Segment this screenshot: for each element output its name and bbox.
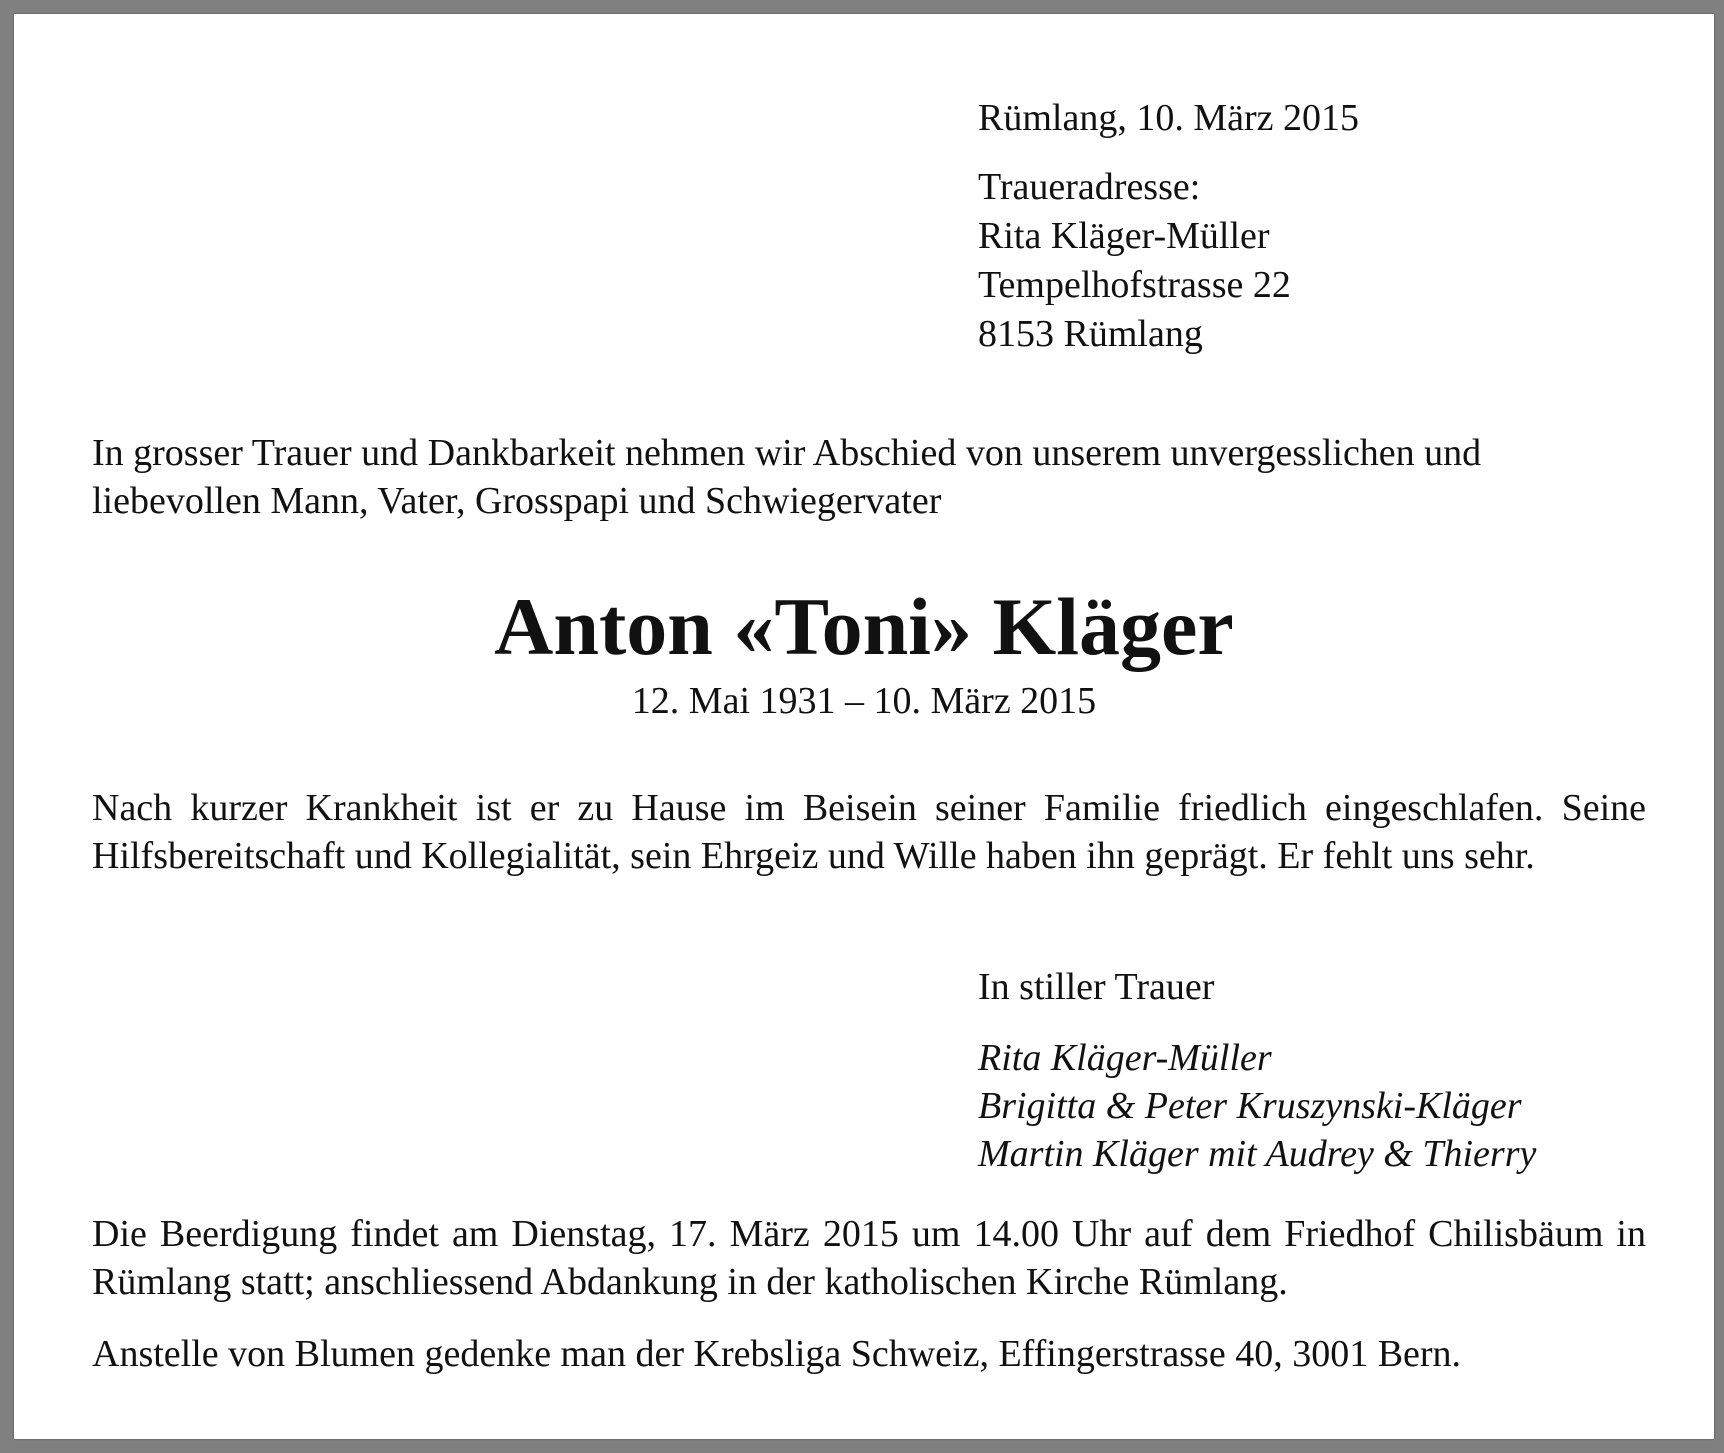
mourner-name: Brigitta & Peter Kruszynski-Kläger (978, 1085, 1522, 1127)
obituary-page (14, 14, 1714, 1439)
funeral-info: Die Beerdigung findet am Dienstag, 17. März 2015 um 14.00 Uhr auf dem Friedhof Chilisbäum in Rümlang statt; anschliessend Abdankung in der katholischen Kirche Rümlang. (92, 1213, 1646, 1303)
address-label: Traueradresse: (978, 166, 1201, 208)
address-city: 8153 Rümlang (978, 313, 1203, 355)
deceased-name: Anton «Toni» Kläger (494, 581, 1234, 672)
mourners-list (978, 1034, 1536, 1178)
address-name: Rita Kläger-Müller (978, 215, 1270, 257)
address-street: Tempelhofstrasse 22 (978, 264, 1291, 306)
body-text: Nach kurzer Krankheit ist er zu Hause im Beisein seiner Familie friedlich eingeschlafen. Seine Hilfsbereitschaft und Kollegialität, sein Ehrgeiz und Wille haben ihn geprägt. Er fehlt uns sehr. (92, 787, 1646, 877)
intro-text: In grosser Trauer und Dankbarkeit nehmen wir Abschied von unserem unvergesslichen und liebevollen Mann, Vater, Grosspapi und Schwiegervater (92, 432, 1482, 522)
life-dates: 12. Mai 1931 – 10. März 2015 (631, 680, 1097, 722)
mourner-name: Rita Kläger-Müller (978, 1037, 1272, 1079)
mourner-name: Martin Kläger mit Audrey & Thierry (978, 1133, 1537, 1175)
header-address-block (978, 94, 1678, 359)
closing-text: In stiller Trauer (978, 966, 1215, 1008)
donation-info: Anstelle von Blumen gedenke man der Krebsliga Schweiz, Effingerstrasse 40, 3001 Bern. (92, 1333, 1462, 1375)
place-date: Rümlang, 10. März 2015 (978, 97, 1360, 139)
